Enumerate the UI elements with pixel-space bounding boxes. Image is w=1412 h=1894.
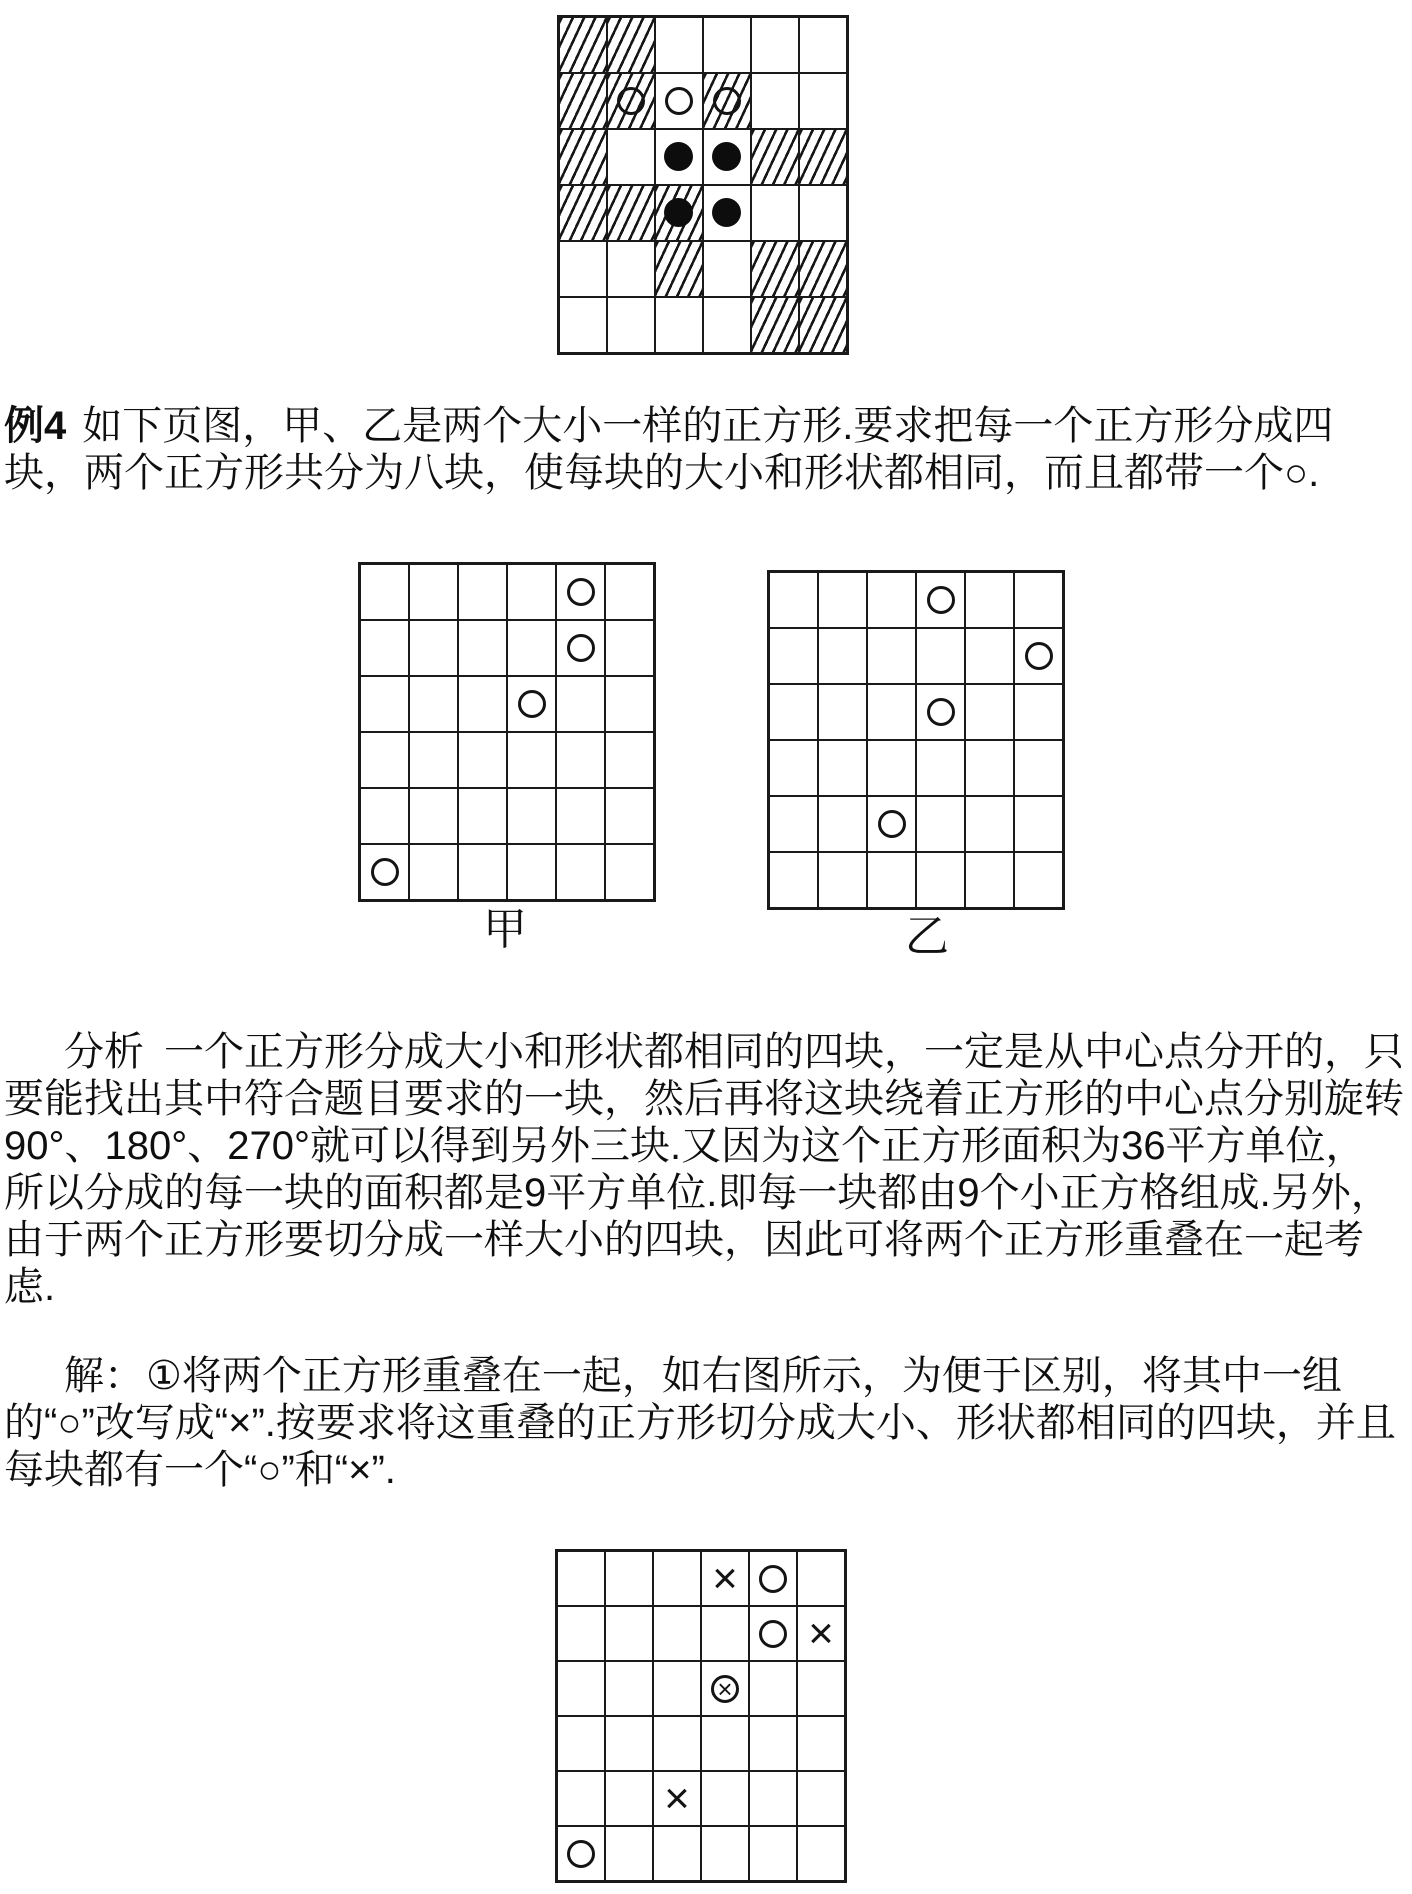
grid-cell-r6c3 [459,845,506,899]
grid-cell-r3c6 [798,1662,844,1715]
grid-cell-r6c3 [656,298,702,352]
grid-cell-r1c6 [606,565,653,619]
grid-cell-r5c2 [819,797,866,851]
grid-cell-r4c1 [558,1717,604,1770]
grid-cell-r5c6 [800,242,846,296]
circle-mark [665,87,693,115]
grid-cell-r1c1 [770,573,817,627]
grid-cell-r2c5 [750,1607,796,1660]
grid-cell-r5c4 [704,242,750,296]
grid-cell-r5c4 [508,789,555,843]
grid-cell-r2c1 [361,621,408,675]
grid-cell-r2c1 [770,629,817,683]
grid-cell-r6c2 [608,298,654,352]
grid-cell-r5c1 [770,797,817,851]
grid-cell-r5c5 [966,797,1013,851]
grid-cell-r1c4 [508,565,555,619]
grid-cell-r1c5 [966,573,1013,627]
grid-cell-r1c3 [459,565,506,619]
grid-cell-r3c3 [656,130,702,184]
grid-cell-r4c4 [702,1717,748,1770]
grid-cell-r4c5 [966,741,1013,795]
grid-cell-r4c3 [868,741,915,795]
grid-cell-r1c5 [750,1552,796,1605]
grid-cell-r3c6 [800,130,846,184]
grid-cell-r4c3 [656,186,702,240]
grid-cell-r2c6 [800,74,846,128]
circle-mark [371,858,399,886]
grid-cell-r4c4 [704,186,750,240]
grid-cell-r2c5 [966,629,1013,683]
grid-cell-r3c3 [459,677,506,731]
grid-cell-r4c2 [608,186,654,240]
grid-cell-r1c6 [798,1552,844,1605]
grid-cell-r5c5 [557,789,604,843]
grid-cell-r2c5 [752,74,798,128]
cross-mark: × [712,1553,738,1603]
figure-label-jia: 甲 [483,905,527,954]
grid-cell-r1c3 [656,18,702,72]
grid-cell-r4c5 [557,733,604,787]
grid-cell-r2c3 [459,621,506,675]
grid-cell-r2c4 [508,621,555,675]
grid-cell-r3c4 [702,1662,748,1715]
grid-cell-r2c1 [558,1607,604,1660]
solution-label: 解： [64,1354,144,1398]
dot-mark [664,198,693,227]
grid-cell-r6c5 [966,853,1013,907]
solution-text: ①将两个正方形重叠在一起，如右图所示，为便于区别，将其中一组的“○”改写成“×”.按要求将这重叠的正方形切分成大小、形状都相同的四块，并且每块都有一个“○”和“×”. [4,1354,1396,1492]
grid-cell-r1c4 [917,573,964,627]
grid-cell-r1c2 [608,18,654,72]
grid-cell-r4c6 [800,186,846,240]
grid-cell-r3c1 [558,1662,604,1715]
grid-cell-r5c2 [606,1772,652,1825]
circle-mark [713,87,741,115]
circle-mark [567,1840,595,1868]
grid-cell-r4c1 [770,741,817,795]
grid-cell-r1c4 [704,18,750,72]
grid-cell-r2c3 [868,629,915,683]
grid-cell-r5c3 [654,1772,700,1825]
grid-cell-r5c4 [702,1772,748,1825]
grid-cell-r6c3 [654,1827,700,1880]
grid-cell-r3c3 [868,685,915,739]
grid-cell-r3c5 [750,1662,796,1715]
grid-cell-r2c2 [606,1607,652,1660]
grid-cell-r3c6 [606,677,653,731]
grid-cell-r3c1 [560,130,606,184]
grid-cell-r3c4 [508,677,555,731]
grid-cell-r1c1 [361,565,408,619]
grid-cell-r5c4 [917,797,964,851]
analysis-paragraph [4,1029,1404,1311]
grid-cell-r3c3 [654,1662,700,1715]
grid-cell-r1c1 [560,18,606,72]
grid-cell-r2c3 [656,74,702,128]
cross-mark: × [664,1773,690,1823]
grid-cell-r6c6 [606,845,653,899]
grid-cell-r3c1 [361,677,408,731]
grid-cell-r3c5 [752,130,798,184]
grid-cell-r1c2 [606,1552,652,1605]
grid-cell-r3c5 [966,685,1013,739]
cross-mark: × [808,1608,834,1658]
grid-cell-r4c6 [798,1717,844,1770]
grid-cell-r5c1 [560,242,606,296]
grid-cell-r5c3 [656,242,702,296]
grid-cell-r4c3 [459,733,506,787]
grid-cell-r5c6 [1015,797,1062,851]
grid-cell-r6c4 [917,853,964,907]
grid-cell-r1c4 [702,1552,748,1605]
grid-cell-r6c6 [798,1827,844,1880]
overlay-solution-grid-figure [555,1549,847,1883]
circle-mark [878,810,906,838]
grid-cell-r2c4 [917,629,964,683]
dot-mark [712,142,741,171]
grid-cell-r5c6 [606,789,653,843]
grid-cell-r3c2 [606,1662,652,1715]
grid-cell-r1c5 [557,565,604,619]
grid-cell-r1c2 [819,573,866,627]
grid-cell-r6c3 [868,853,915,907]
grid-cell-r5c6 [798,1772,844,1825]
grid-cell-r5c1 [558,1772,604,1825]
analysis-text: 一个正方形分成大小和形状都相同的四块，一定是从中心点分开的，只要能找出其中符合题目要求的一块，然后再将这块绕着正方形的中心点分别旋转90°、180°、270°就可以得到另外三块.又因为这个正方形面积为36平方单位，所以分成的每一块的面积都是9平方单位.即每一块都由9个小正方格组成.另外，由于两个正方形要切分成一样大小的四块，因此可将两个正方形重叠在一起考虑. [4,1030,1404,1309]
circle-mark [927,698,955,726]
grid-cell-r4c5 [750,1717,796,1770]
grid-cell-r4c2 [410,733,457,787]
dot-mark [712,198,741,227]
grid-cell-r1c6 [1015,573,1062,627]
problem-text: 如下页图，甲、乙是两个大小一样的正方形.要求把每一个正方形分成四块，两个正方形共分为八块，使每块的大小和形状都相同，而且都带一个○. [4,404,1334,495]
grid-cell-r4c2 [606,1717,652,1770]
grid-cell-r1c5 [752,18,798,72]
grid-cell-r2c5 [557,621,604,675]
grid-cell-r3c6 [1015,685,1062,739]
grid-cell-r3c5 [557,677,604,731]
grid-cell-r6c4 [702,1827,748,1880]
grid-cell-r5c1 [361,789,408,843]
grid-cell-r5c2 [410,789,457,843]
grid-cell-r1c6 [800,18,846,72]
grid-cell-r3c2 [608,130,654,184]
grid-cell-r4c1 [560,186,606,240]
grid-cell-r6c5 [557,845,604,899]
grid-cell-r2c3 [654,1607,700,1660]
grid-cell-r4c6 [606,733,653,787]
circle-mark [617,87,645,115]
grid-cell-r3c2 [410,677,457,731]
hatched-overlap-grid-figure [557,15,849,355]
grid-cell-r5c5 [750,1772,796,1825]
grid-cell-r6c2 [410,845,457,899]
circle-mark [567,634,595,662]
grid-cell-r6c1 [558,1827,604,1880]
grid-cell-r2c6 [606,621,653,675]
grid-cell-r6c1 [770,853,817,907]
grid-cell-r6c6 [800,298,846,352]
cross-inner-mark: × [717,1673,733,1704]
grid-cell-r1c3 [654,1552,700,1605]
problem-label: 例4 [4,404,67,448]
grid-cell-r1c1 [558,1552,604,1605]
grid-cell-r3c2 [819,685,866,739]
grid-cell-r2c4 [704,74,750,128]
grid-cell-r2c2 [608,74,654,128]
grid-cell-r6c2 [819,853,866,907]
circle-cross-mark [711,1675,739,1703]
grid-cell-r6c4 [508,845,555,899]
grid-cell-r1c2 [410,565,457,619]
grid-cell-r6c1 [560,298,606,352]
figure-label-yi: 乙 [905,912,949,961]
grid-cell-r2c2 [819,629,866,683]
grid-cell-r4c2 [819,741,866,795]
circle-mark [518,690,546,718]
grid-cell-r6c5 [750,1827,796,1880]
circle-mark [759,1620,787,1648]
dot-mark [664,142,693,171]
square-jia-grid-figure [358,562,656,902]
circle-mark [927,586,955,614]
grid-cell-r4c5 [752,186,798,240]
grid-cell-r3c4 [917,685,964,739]
grid-cell-r2c1 [560,74,606,128]
grid-cell-r4c6 [1015,741,1062,795]
solution-paragraph [4,1353,1404,1494]
square-yi-grid-figure [767,570,1065,910]
grid-cell-r6c5 [752,298,798,352]
grid-cell-r5c3 [868,797,915,851]
grid-cell-r1c3 [868,573,915,627]
grid-cell-r2c4 [702,1607,748,1660]
circle-mark [759,1565,787,1593]
grid-cell-r4c1 [361,733,408,787]
grid-cell-r5c5 [752,242,798,296]
grid-cell-r4c4 [508,733,555,787]
circle-mark [1025,642,1053,670]
grid-cell-r3c1 [770,685,817,739]
grid-cell-r6c1 [361,845,408,899]
grid-cell-r4c4 [917,741,964,795]
grid-cell-r3c4 [704,130,750,184]
grid-cell-r6c6 [1015,853,1062,907]
circle-mark [567,578,595,606]
grid-cell-r5c2 [608,242,654,296]
grid-cell-r6c4 [704,298,750,352]
analysis-label: 分析 [64,1030,144,1074]
grid-cell-r6c2 [606,1827,652,1880]
grid-cell-r4c3 [654,1717,700,1770]
problem-paragraph [4,403,1404,497]
grid-cell-r5c3 [459,789,506,843]
grid-cell-r2c2 [410,621,457,675]
grid-cell-r2c6 [798,1607,844,1660]
grid-cell-r2c6 [1015,629,1062,683]
